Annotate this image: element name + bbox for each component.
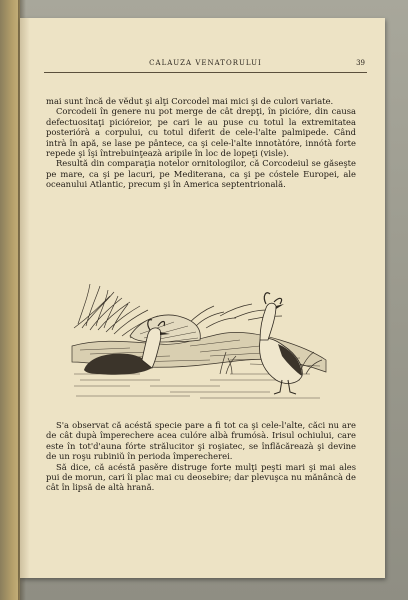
text-block-bottom xyxy=(46,420,356,493)
paragraph: Resultă din comparaţia notelor ornitologilor, că Corcodeiul se găseşte pe mare, ca şi pe lacuri, pe Mediterana, ca şi pe cóstele Europei, ale oceanului Atlantic, precum şi în America septentrională. xyxy=(46,158,356,190)
running-title: CALAUZA VENATORULUI xyxy=(149,59,262,67)
text-block-top xyxy=(46,96,356,190)
paragraph: Să dice, că acéstă pasĕre distruge forte mulţi peşti mari şi mai ales pui de morun, cari îi plac mai cu deosebire; dar plevuşca nu mănâncà de cât în lipsă de altà hrană. xyxy=(46,461,356,493)
paragraph: Corcodeii în genere nu pot merge de cât drepţi, în picióre, din causa defectuositaţi picióreior, pe cari le au puse cu totul la extremitatea posteriórà a corpului, cu totul diferit de cele-l'alte palmipede. Când intrà în apă, se lase pe pântece, ca şi cele-l'alte innotàtóre, innótà forte repede şi îşi întrebuinţeazà aripile în loc de lopeţi (visle). xyxy=(46,106,356,159)
right-grebe-neck xyxy=(260,303,276,340)
book-cover-edge xyxy=(0,0,20,600)
right-grebe-crest xyxy=(264,293,281,304)
running-head xyxy=(44,58,367,73)
grebe-engraving-svg xyxy=(70,276,328,404)
grebe-engraving-illustration xyxy=(70,276,328,404)
page-number: 39 xyxy=(356,59,365,67)
book-page xyxy=(20,18,385,578)
right-grebe-bill xyxy=(276,304,284,309)
paragraph: S'a observat că acéstă specie pare a fi tot ca şi cele-l'alte, căci nu are de cât dupà împerechere acea culóre albà frumósà. Irisul ochiului, care este în tot'd'auna fórte strălucitor şi roşiatec, se înflăcăreazà şi devine de un roşu rubiniŭ în perioda împerecherei. xyxy=(46,420,356,462)
paragraph: mai sunt încă de vĕdut şi alţi Corcodel mai mici şi de culori variate. xyxy=(46,96,334,106)
